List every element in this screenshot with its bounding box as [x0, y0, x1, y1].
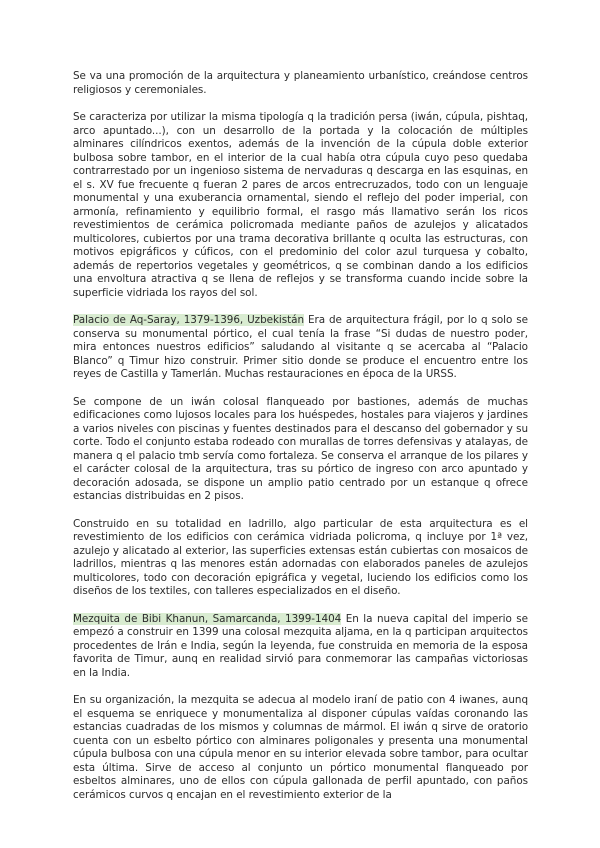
paragraph-text: Era de arquitectura frágil, por lo q solo se conserva su monumental pórtico, el cual tenía la frase “Si dudas de nuestro poder, mira entonces nuestros edificios” saludando al visitante q se acercaba al “Palacio Blanco” q Timur hizo construir. Primer sitio donde se produce el encuentro entre los reyes de Castilla y Tamerlán. Muchas restauraciones en época de la URSS. — [73, 314, 529, 380]
paragraph-text: En su organización, la mezquita se adecua al modelo iraní de patio con 4 iwanes, aunq el esquema se enriquece y monumentaliza al disponer cúpulas vaídas coronando las estancias cuadradas de los mismos y columnas de mármol. El iwán q sirve de oratorio cuenta con un esbelto pórtico con alminares poligonales y presenta una monumental cúpula bulbosa con una cúpula menor en su interior elevada sobre tambor, para ocultar esta última. Sirve de acceso al conjunto un pórtico monumental flanqueado por esbeltos alminares, uno de ellos con cúpula gallonada de perfil apuntado, con paños cerámicos curvos q encajan en el revestimiento exterior de la — [73, 694, 528, 801]
paragraph-ceramics — [73, 518, 528, 599]
paragraph-text: Se compone de un iwán colosal flanqueado por bastiones, además de muchas edificaciones como lujosos locales para los huéspedes, hostales para viajeros y jardines a varios niveles con piscinas y fuentes destinados para el descanso del gobernador y su corte. Todo el conjunto estaba rodeado con murallas de torres defensivas y atalayas, de manera q el palacio tmb servía como fortaleza. Se conserva el arranque de los pilares y el carácter colosal de la arquitectura, tras su pórtico de ingreso con arco apuntado y decoración adosada, se dispone un amplio patio centrado por un estanque q ofrece estancias distribuidas en 2 pisos. — [73, 395, 528, 502]
paragraph-intro — [73, 70, 528, 97]
paragraph-iwan — [73, 396, 528, 504]
paragraph-aq-saray — [73, 314, 528, 382]
paragraph-characteristics — [73, 111, 528, 300]
paragraph-text: En la nueva capital del imperio se empezó a construir en 1399 una colosal mezquita aljama, en la q participan arquitectos procedentes de Irán e India, según la leyenda, fue construida en memoria de la esposa favorita de Timur, aunq en realidad sirvió para conmemorar las campañas victoriosas en la India. — [73, 612, 528, 679]
paragraph-text: Se va una promoción de la arquitectura y planeamiento urbanístico, creándose centros religiosos y ceremoniales. — [73, 70, 528, 96]
highlighted-heading: Mezquita de Bibi Khanun, Samarcanda, 1399-1404 — [73, 612, 342, 625]
paragraph-text: Construido en su totalidad en ladrillo, algo particular de esta arquitectura es el revestimiento de los edificios con cerámica vidriada policroma, q incluye por 1ª vez, azulejo y alicatado al exterior, las superficies extensas están cubiertas con mosaicos de ladrillos, mientras q las menores están adornadas con elaborados paneles de azulejos multicolores, todo con decoración epigráfica y vegetal, luciendo los edificios como los diseños de los textiles, con talleres especializados en el diseño. — [73, 517, 528, 597]
paragraph-bibi-khanun — [73, 613, 528, 681]
highlighted-heading: Palacio de Aq-Saray, 1379-1396, Uzbekistán — [73, 314, 305, 326]
paragraph-text: Se caracteriza por utilizar la misma tipología q la tradición persa (iwán, cúpula, pishtaq, arco apuntado...), con un desarrollo de la portada y la colocación de múltiples alminares cilíndricos exentos, además de la invención de la cúpula doble exterior bulbosa sobre tambor, en el interior de la cual había otra cúpula cuyo peso quedaba contrarrestado por un ingenioso sistema de nervaduras q descarga en las esquinas, en el s. XV fue frecuente q fueran 2 pares de arcos entrecruzados, todo con un lenguaje monumental y una exuberancia ornamental, siendo el reflejo del poder imperial, con armonía, refinamiento y equilibrio formal, el rasgo más llamativo serán los ricos revestimientos de cerámica policromada mediante paños de azulejos y alicatados multicolores, cubiertos por una trama decorativa brillante q oculta las estructuras, con motivos epigráficos y cúficos, con el predominio del color azul turquesa y cobalto, además de repertorios vegetales y geométricos, q se combinan dando a los edificios una envoltura atractiva q se llena de reflejos y se transforma cuando incide sobre la superficie vidriada los rayos del sol. — [73, 111, 528, 299]
paragraph-organization — [73, 694, 528, 802]
